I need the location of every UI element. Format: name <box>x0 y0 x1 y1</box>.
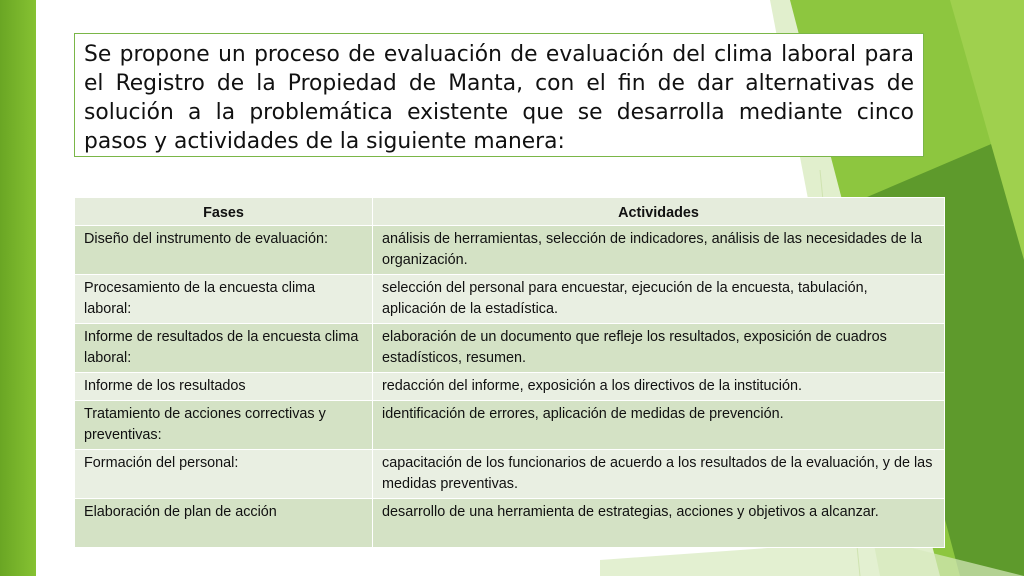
actividad-cell: redacción del informe, exposición a los directivos de la institución. <box>373 373 945 401</box>
table-row <box>75 450 945 499</box>
actividad-cell: identificación de errores, aplicación de medidas de prevención. <box>373 401 945 450</box>
intro-text-box <box>74 33 924 157</box>
table-row <box>75 373 945 401</box>
actividad-cell: capacitación de los funcionarios de acuerdo a los resultados de la evaluación, y de las medidas preventivas. <box>373 450 945 499</box>
table-row <box>75 499 945 548</box>
fase-cell: Informe de resultados de la encuesta clima laboral: <box>75 324 373 373</box>
actividad-cell: análisis de herramientas, selección de indicadores, análisis de las necesidades de la organización. <box>373 226 945 275</box>
phases-activities-table <box>74 197 945 548</box>
fase-cell: Formación del personal: <box>75 450 373 499</box>
fase-cell: Informe de los resultados <box>75 373 373 401</box>
table-row <box>75 226 945 275</box>
fase-cell: Procesamiento de la encuesta clima laboral: <box>75 275 373 324</box>
header-fases: Fases <box>75 198 373 226</box>
intro-text: Se propone un proceso de evaluación de evaluación del clima laboral para el Registro de la Propiedad de Manta, con el fin de dar alternativas de solución a la problemática existente que se desarrolla mediante cinco pasos y actividades de la siguiente manera: <box>84 42 914 154</box>
table-header-row <box>75 198 945 226</box>
fase-cell: Tratamiento de acciones correctivas y preventivas: <box>75 401 373 450</box>
table-row <box>75 275 945 324</box>
fase-cell: Diseño del instrumento de evaluación: <box>75 226 373 275</box>
actividad-cell: desarrollo de una herramienta de estrategias, acciones y objetivos a alcanzar. <box>373 499 945 548</box>
table-row <box>75 324 945 373</box>
actividad-cell: elaboración de un documento que refleje los resultados, exposición de cuadros estadísticos, resumen. <box>373 324 945 373</box>
header-actividades: Actividades <box>373 198 945 226</box>
fase-cell: Elaboración de plan de acción <box>75 499 373 548</box>
actividad-cell: selección del personal para encuestar, ejecución de la encuesta, tabulación, aplicación de la estadística. <box>373 275 945 324</box>
table-row <box>75 401 945 450</box>
